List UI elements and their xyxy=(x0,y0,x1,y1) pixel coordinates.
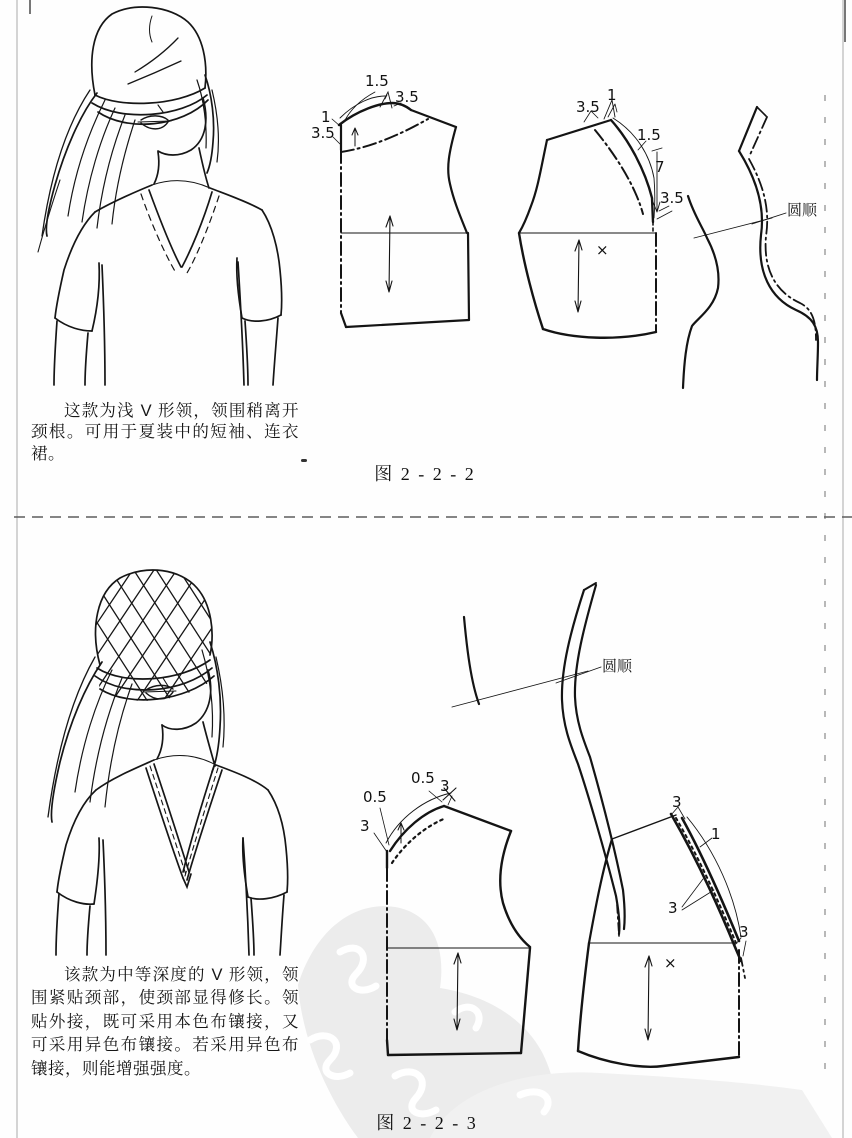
measurement-label: 3 xyxy=(440,777,450,795)
measurement-label: 0.5 xyxy=(363,788,387,806)
pattern-back-piece-1 xyxy=(332,88,469,327)
smooth-annotation: 圆顺 xyxy=(787,202,818,219)
measurement-label: 3.5 xyxy=(395,88,419,106)
measurement-label: 3 xyxy=(672,793,682,811)
cross-mark: × xyxy=(664,954,677,972)
measurement-label: 3 xyxy=(739,923,749,941)
measurement-label: 1.5 xyxy=(365,72,389,90)
measurement-label: 0.5 xyxy=(411,769,435,787)
measurement-label: 3.5 xyxy=(311,124,335,142)
measurement-label: 1 xyxy=(711,825,721,843)
cross-mark: × xyxy=(596,241,609,259)
measurement-label: 3 xyxy=(360,817,370,835)
measurement-label: 3.5 xyxy=(576,98,600,116)
figure1-description: 这款为浅 V 形领，领围稍离开颈根。可用于夏装中的短袖、连衣裙。 xyxy=(31,401,299,463)
watermark xyxy=(298,906,832,1138)
pattern-joined-shoulder-2 xyxy=(452,583,625,936)
figure2-caption: 图 2 - 2 - 3 xyxy=(376,1113,478,1133)
fashion-illustration-shallow-vneck xyxy=(38,7,282,385)
measurement-label: 3.5 xyxy=(660,189,684,207)
figure2-description: 该款为中等深度的 V 形领，领围紧贴颈部，使颈部显得修长。领贴外接，既可采用本色布镶接，又可采用异色布镶接。若采用异色布镶接，则能增强强度。 xyxy=(31,965,299,1078)
pattern-joined-shoulder-1 xyxy=(683,107,818,388)
measurement-label: 1 xyxy=(607,86,617,104)
measurement-label: 3 xyxy=(668,899,678,917)
stray-mark xyxy=(301,459,307,462)
measurement-label: 1 xyxy=(321,108,331,126)
measurement-label: 7 xyxy=(655,158,665,176)
smooth-annotation: 圆顺 xyxy=(602,658,633,675)
fashion-illustration-deep-vneck xyxy=(25,555,288,955)
measurement-label: 1.5 xyxy=(637,126,661,144)
figure1-caption: 图 2 - 2 - 2 xyxy=(374,464,476,484)
